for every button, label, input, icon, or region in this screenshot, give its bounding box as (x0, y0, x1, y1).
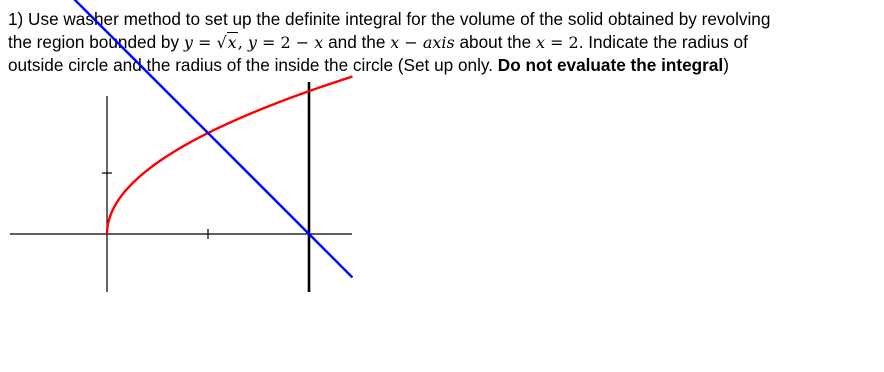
text-segment: ) (723, 55, 729, 75)
text-segment: and the (323, 32, 391, 52)
problem-line-1: 1) Use washer method to set up the definite integral for the volume of the solid obtained by revolving (8, 9, 771, 29)
math-var: x (390, 33, 400, 52)
bold-instruction: Do not evaluate the integral (497, 55, 724, 75)
math-word: axis (422, 33, 455, 52)
text-segment: . Indicate the radius of (578, 32, 748, 52)
math-var: x (314, 33, 324, 52)
text-segment: outside circle and the radius of the inside the circle (Set up only. (8, 55, 498, 75)
text-segment: the region bounded by (8, 32, 184, 52)
sqrt-sign: √ (216, 33, 227, 52)
math-op: − (399, 33, 423, 52)
math-var: y (247, 33, 257, 52)
math-var: x (535, 33, 545, 52)
math-expr: = 2 (544, 33, 579, 52)
math-op: = (192, 33, 217, 52)
text-segment: about the (454, 32, 536, 52)
sqrt-argument: x (227, 33, 237, 52)
math-comma: , (237, 33, 248, 52)
math-expr: = 2 − (256, 33, 315, 52)
math-var: y (183, 33, 193, 52)
